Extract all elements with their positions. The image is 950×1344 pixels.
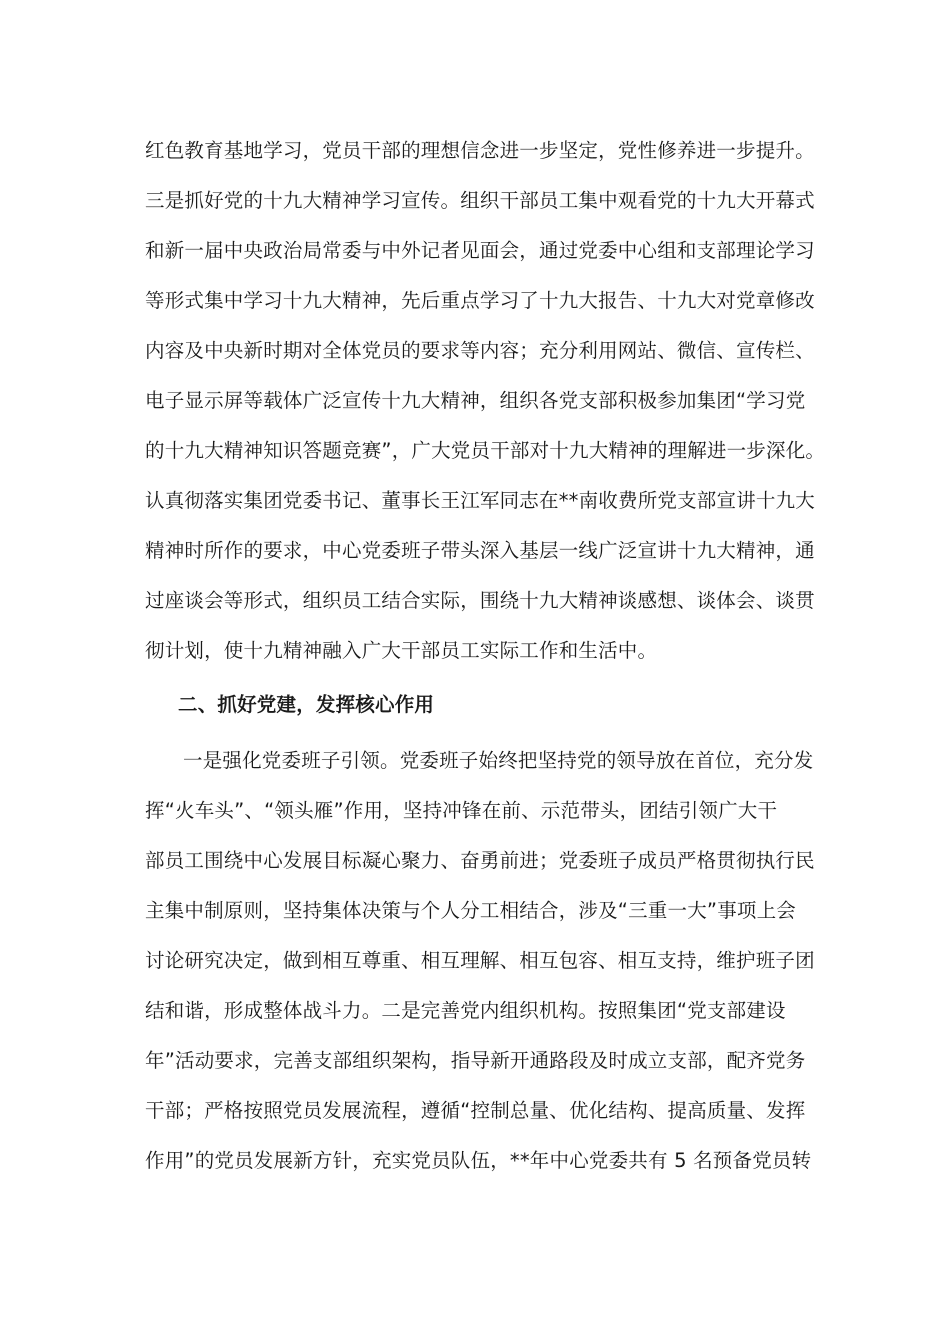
text-line: 红色教育基地学习，党员干部的理想信念进一步坚定，党性修养进一步提升。 — [145, 139, 815, 162]
text-line: 的十九大精神知识答题竞赛”，广大党员干部对十九大精神的理解进一步深化。 — [145, 439, 826, 462]
text-line: 部员工围绕中心发展目标凝心聚力、奋勇前进；党委班子成员严格贯彻执行民 — [145, 849, 815, 872]
text-line: 结和谐，形成整体战斗力。二是完善党内组织机构。按照集团“党支部建设 — [145, 999, 786, 1022]
text-line: 挥“火车头”、“领头雁”作用，坚持冲锋在前、示范带头，团结引领广大干 — [145, 799, 778, 822]
text-line: 内容及中央新时期对全体党员的要求等内容；充分利用网站、微信、宣传栏、 — [145, 339, 815, 362]
text-line: 三是抓好党的十九大精神学习宣传。组织干部员工集中观看党的十九大开幕式 — [145, 189, 815, 212]
text-line: 电子显示屏等载体广泛宣传十九大精神，组织各党支部积极参加集团“学习党 — [145, 389, 806, 412]
text-line: 过座谈会等形式，组织员工结合实际，围绕十九大精神谈感想、谈体会、谈贯 — [145, 589, 815, 612]
text-line: 彻计划，使十九精神融入广大干部员工实际工作和生活中。 — [145, 639, 658, 662]
section-heading: 二、抓好党建，发挥核心作用 — [178, 693, 435, 716]
text-line: 主集中制原则，坚持集体决策与个人分工相结合，涉及“三重一大”事项上会 — [145, 899, 797, 922]
text-line: 等形式集中学习十九大精神，先后重点学习了十九大报告、十九大对党章修改 — [145, 289, 815, 312]
text-line: 认真彻落实集团党委书记、董事长王江军同志在**南收费所党支部宣讲十九大 — [145, 489, 816, 512]
text-line: 作用”的党员发展新方针，充实党员队伍，**年中心党委共有 5 名预备党员转 — [145, 1149, 812, 1172]
text-line: 和新一届中央政治局常委与中外记者见面会，通过党委中心组和支部理论学习 — [145, 239, 815, 262]
text-line: 年”活动要求，完善支部组织架构，指导新开通路段及时成立支部，配齐党务 — [145, 1049, 806, 1072]
text-line: 讨论研究决定，做到相互尊重、相互理解、相互包容、相互支持，维护班子团 — [145, 949, 815, 972]
paragraph-first-line: 一是强化党委班子引领。党委班子始终把坚持党的领导放在首位，充分发 — [183, 749, 814, 772]
text-line: 精神时所作的要求，中心党委班子带头深入基层一线广泛宣讲十九大精神，通 — [145, 539, 815, 562]
text-line: 干部；严格按照党员发展流程，遵循“控制总量、优化结构、提高质量、发挥 — [145, 1099, 806, 1122]
